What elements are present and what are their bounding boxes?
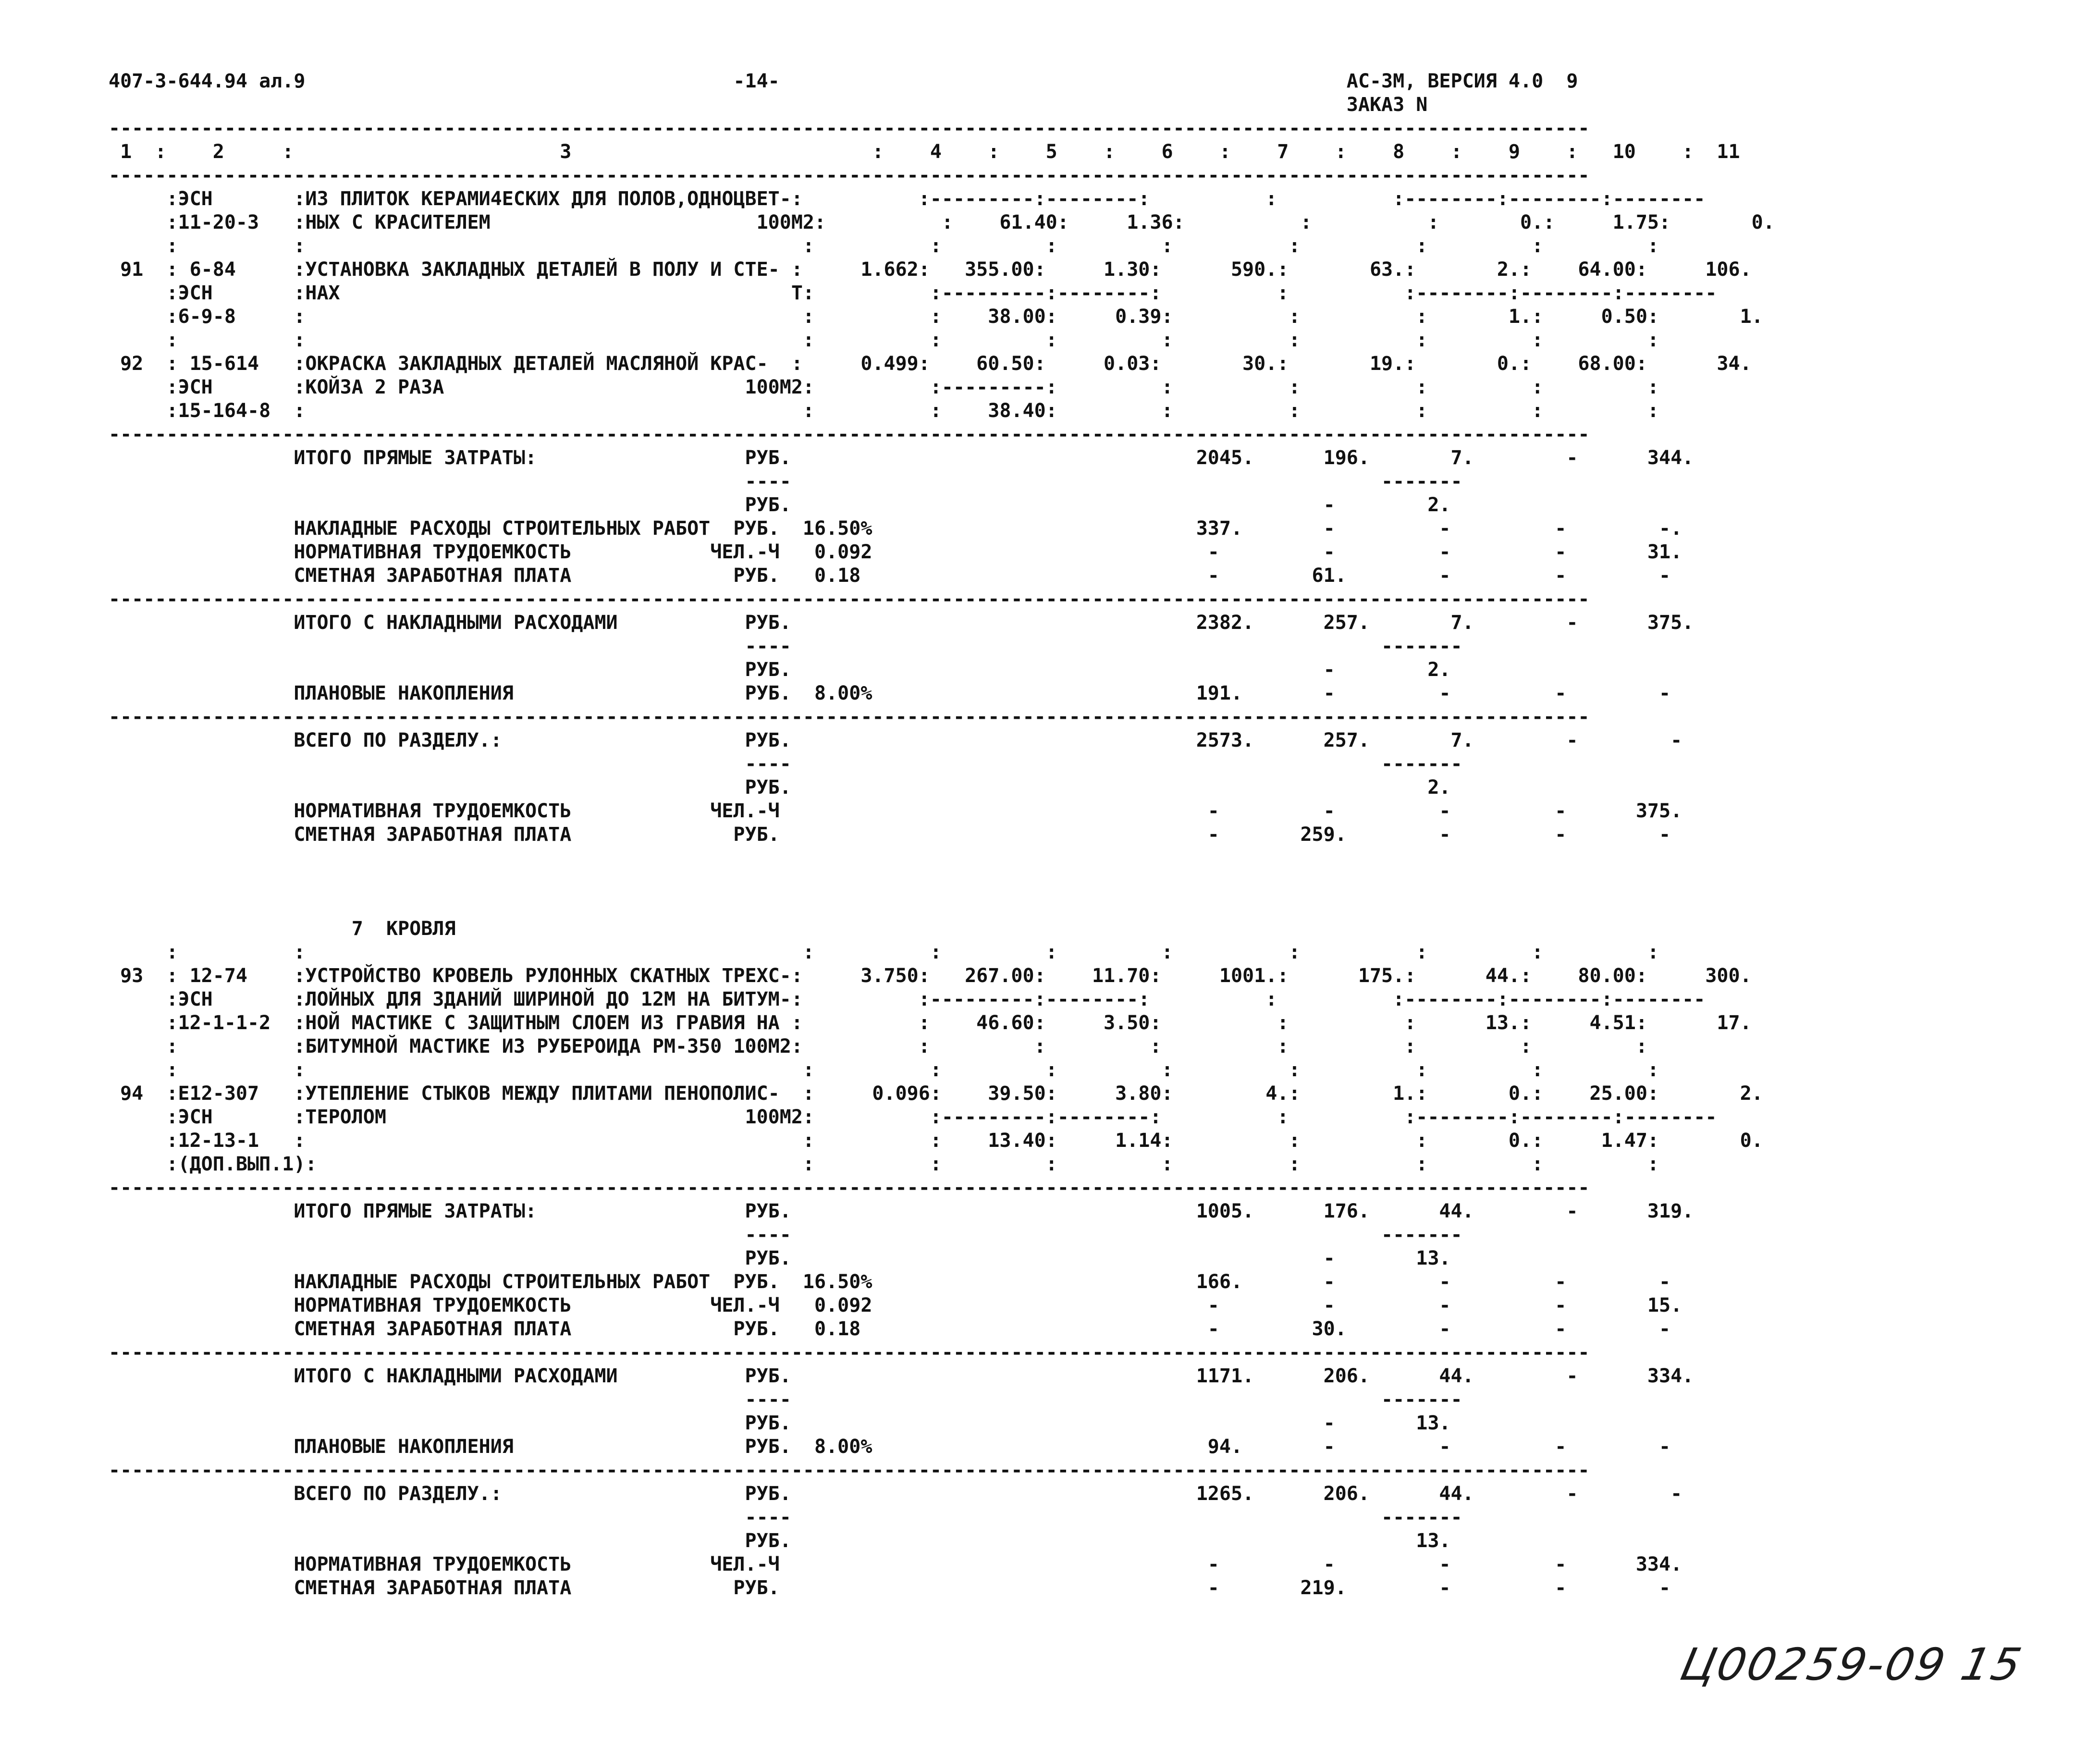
page-header-line: 407-3-644.94 ал.9 -14- АС-ЗМ, ВЕРСИЯ 4.0 9 xyxy=(109,70,1578,92)
section-title: 7 КРОВЛЯ xyxy=(109,918,456,940)
text-line: РУБ. 2. xyxy=(109,776,1451,799)
separator-line: -------------------------------------------------------------------------------------------------------------------------------- xyxy=(109,588,1590,610)
text-line: ---- ------- xyxy=(109,470,1462,492)
text-line: ---- ------- xyxy=(109,1224,1462,1246)
text-line: РУБ. 13. xyxy=(109,1530,1451,1552)
separator-line: -------------------------------------------------------------------------------------------------------------------------------- xyxy=(109,117,1590,139)
text-line: :ЭСН :НАХ Т: :---------:--------: : :--------:--------:-------- xyxy=(109,282,1717,304)
text-line: РУБ. - 13. xyxy=(109,1412,1451,1434)
text-line: :(ДОП.ВЫП.1): : : : : : : : : xyxy=(109,1153,1659,1175)
total-row: ИТОГО С НАКЛАДНЫМИ РАСХОДАМИ РУБ. 1171. 206. 44. - 334. xyxy=(109,1365,1694,1387)
text-line: ПЛАНОВЫЕ НАКОПЛЕНИЯ РУБ. 8.00% 94. - - - - xyxy=(109,1436,1671,1458)
text-line: РУБ. - 2. xyxy=(109,659,1451,681)
separator-line: -------------------------------------------------------------------------------------------------------------------------------- xyxy=(109,423,1590,445)
printout-lines xyxy=(109,70,1775,1600)
text-line: ---- ------- xyxy=(109,1506,1462,1528)
item-row: 91 : 6-84 :УСТАНОВКА ЗАКЛАДНЫХ ДЕТАЛЕЙ В ПОЛУ И СТЕ- : 1.662: 355.00: 1.30: 590.: 63.: 2.: 64.00: 106. xyxy=(109,258,1752,281)
text-line xyxy=(109,870,1775,894)
text-line: РУБ. - 2. xyxy=(109,494,1451,516)
text-line: :11-20-3 :НЫХ С КРАСИТЕЛЕМ 100М2: : 61.40: 1.36: : : 0.: 1.75: 0. xyxy=(109,211,1775,234)
text-line: :6-9-8 : : : 38.00: 0.39: : : 1.: 0.50: 1. xyxy=(109,306,1763,328)
handwritten-sheet-number: Ц00259-09 15 xyxy=(1676,1639,2028,1690)
total-row: ВСЕГО ПО РАЗДЕЛУ.: РУБ. 1265. 206. 44. - - xyxy=(109,1483,1682,1505)
text-line: :ЭСН :ИЗ ПЛИТОК КЕРАМИ4ЕСКИХ ДЛЯ ПОЛОВ,ОДНОЦВЕТ-: :---------:--------: : :--------:--------:-------- xyxy=(109,188,1706,210)
separator-line: -------------------------------------------------------------------------------------------------------------------------------- xyxy=(109,164,1590,186)
item-row: 92 : 15-614 :ОКРАСКА ЗАКЛАДНЫХ ДЕТАЛЕЙ МАСЛЯНОЙ КРАС- : 0.499: 60.50: 0.03: 30.: 19.: 0.: 68.00: 34. xyxy=(109,353,1752,375)
total-row: ИТОГО С НАКЛАДНЫМИ РАСХОДАМИ РУБ. 2382. 257. 7. - 375. xyxy=(109,612,1694,634)
text-line: СМЕТНАЯ ЗАРАБОТНАЯ ПЛАТА РУБ. 0.18 - 30. - - - xyxy=(109,1318,1671,1340)
item-row: 93 : 12-74 :УСТРОЙСТВО КРОВЕЛЬ РУЛОННЫХ СКАТНЫХ ТРЕХС-: 3.750: 267.00: 11.70: 1001.: 175.: 44.: 80.00: 300. xyxy=(109,965,1752,987)
separator-line: -------------------------------------------------------------------------------------------------------------------------------- xyxy=(109,1341,1590,1364)
text-line: НОРМАТИВНАЯ ТРУДОЕМКОСТЬ ЧЕЛ.-Ч - - - - 375. xyxy=(109,800,1682,822)
text-line: СМЕТНАЯ ЗАРАБОТНАЯ ПЛАТА РУБ. - 219. - - - xyxy=(109,1577,1671,1599)
text-line: : : : : : : : : : : xyxy=(109,329,1659,351)
order-line: ЗАКАЗ N xyxy=(109,94,1428,116)
text-line: СМЕТНАЯ ЗАРАБОТНАЯ ПЛАТА РУБ. 0.18 - 61. - - - xyxy=(109,565,1671,587)
text-line: СМЕТНАЯ ЗАРАБОТНАЯ ПЛАТА РУБ. - 259. - - - xyxy=(109,824,1671,846)
text-line: : : : : : : : : : : xyxy=(109,235,1659,257)
total-row: ИТОГО ПРЯМЫЕ ЗАТРАТЫ: РУБ. 1005. 176. 44. - 319. xyxy=(109,1200,1694,1222)
text-line xyxy=(109,894,1775,917)
text-line: :12-1-1-2 :НОЙ МАСТИКЕ С ЗАЩИТНЫМ СЛОЕМ ИЗ ГРАВИЯ НА : : 46.60: 3.50: : : 13.: 4.51: 17. xyxy=(109,1012,1752,1034)
text-line: ---- ------- xyxy=(109,635,1462,657)
text-line: ---- ------- xyxy=(109,753,1462,775)
item-row: 94 :Е12-307 :УТЕПЛЕНИЕ СТЫКОВ МЕЖДУ ПЛИТАМИ ПЕНОПОЛИС- : 0.096: 39.50: 3.80: 4.: 1.: 0.: 25.00: 2. xyxy=(109,1082,1763,1105)
separator-line: -------------------------------------------------------------------------------------------------------------------------------- xyxy=(109,706,1590,728)
text-line: : : : : : : : : : : xyxy=(109,1059,1659,1081)
text-line: :ЭСН :ЛОЙНЫХ ДЛЯ ЗДАНИЙ ШИРИНОЙ ДО 12М НА БИТУМ-: :---------:--------: : :--------:--------:-------- xyxy=(109,988,1706,1010)
text-line: НАКЛАДНЫЕ РАСХОДЫ СТРОИТЕЛЬНЫХ РАБОТ РУБ. 16.50% 337. - - - -. xyxy=(109,517,1682,540)
text-line: :12-13-1 : : : 13.40: 1.14: : : 0.: 1.47: 0. xyxy=(109,1130,1763,1152)
text-line: НОРМАТИВНАЯ ТРУДОЕМКОСТЬ ЧЕЛ.-Ч 0.092 - - - - 31. xyxy=(109,541,1682,563)
total-row: ВСЕГО ПО РАЗДЕЛУ.: РУБ. 2573. 257. 7. - - xyxy=(109,729,1682,751)
separator-line: -------------------------------------------------------------------------------------------------------------------------------- xyxy=(109,1177,1590,1199)
text-line: :ЭСН :ТЕРОЛОМ 100М2: :---------:--------: : :--------:--------:-------- xyxy=(109,1106,1717,1128)
column-header-row: 1 : 2 : 3 : 4 : 5 : 6 : 7 : 8 : 9 : 10 : 11 xyxy=(109,141,1740,163)
text-line: ---- ------- xyxy=(109,1389,1462,1411)
text-line: ПЛАНОВЫЕ НАКОПЛЕНИЯ РУБ. 8.00% 191. - - - - xyxy=(109,682,1671,704)
text-line: :ЭСН :КОЙЗА 2 РАЗА 100М2: :---------: : : : : : xyxy=(109,376,1659,398)
text-line xyxy=(109,847,1775,870)
separator-line: -------------------------------------------------------------------------------------------------------------------------------- xyxy=(109,1459,1590,1481)
text-line: НОРМАТИВНАЯ ТРУДОЕМКОСТЬ ЧЕЛ.-Ч - - - - 334. xyxy=(109,1553,1682,1575)
text-line: НОРМАТИВНАЯ ТРУДОЕМКОСТЬ ЧЕЛ.-Ч 0.092 - - - - 15. xyxy=(109,1294,1682,1316)
total-row: ИТОГО ПРЯМЫЕ ЗАТРАТЫ: РУБ. 2045. 196. 7. - 344. xyxy=(109,447,1694,469)
text-line: :15-164-8 : : : 38.40: : : : : : xyxy=(109,400,1659,422)
text-line: РУБ. - 13. xyxy=(109,1247,1451,1269)
text-line: НАКЛАДНЫЕ РАСХОДЫ СТРОИТЕЛЬНЫХ РАБОТ РУБ. 16.50% 166. - - - - xyxy=(109,1271,1671,1293)
text-line: : :БИТУМНОЙ МАСТИКЕ ИЗ РУБЕРОИДА РМ-350 100М2: : : : : : : : xyxy=(109,1035,1647,1058)
text-line: : : : : : : : : : : xyxy=(109,941,1659,963)
